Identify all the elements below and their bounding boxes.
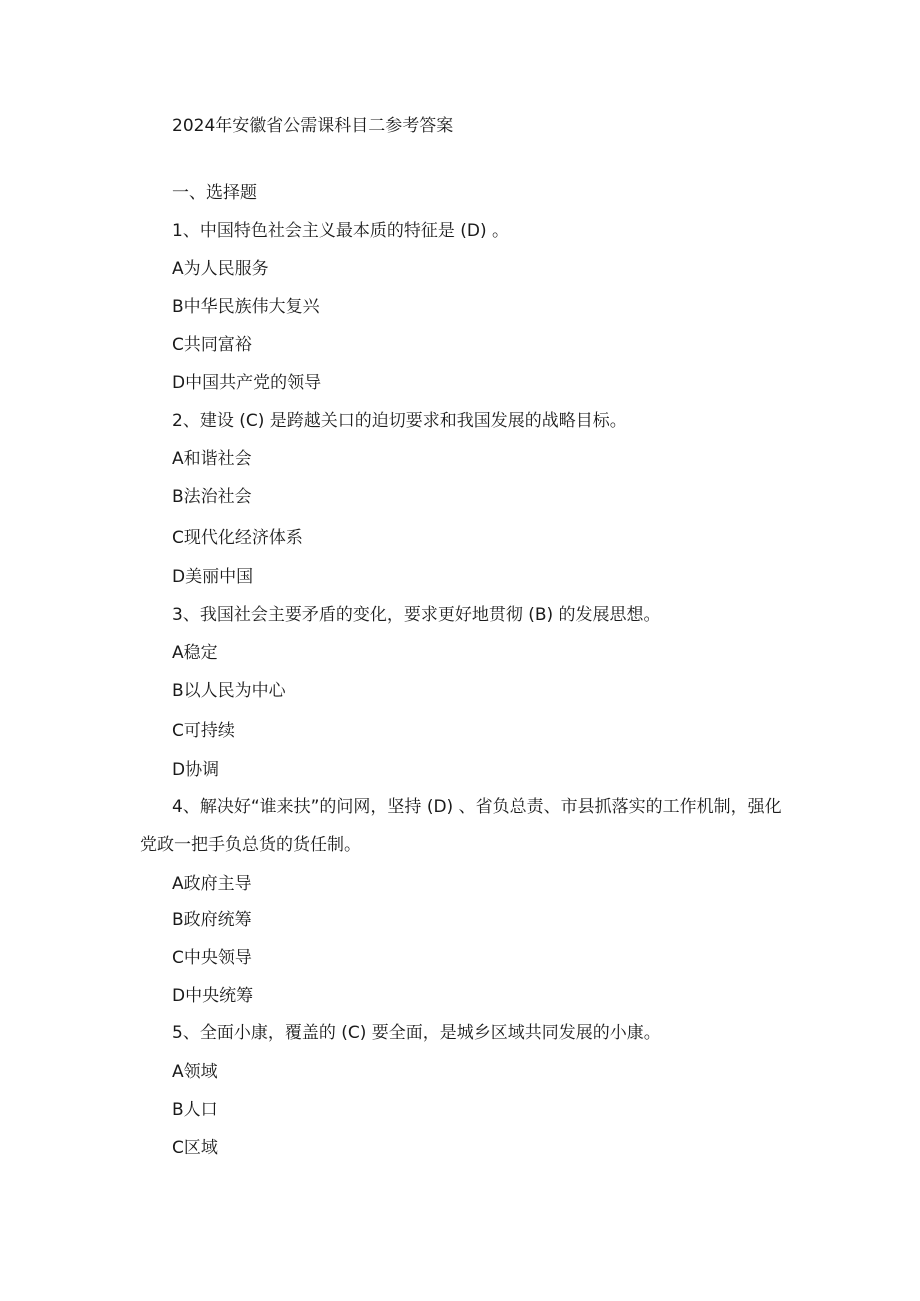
q5-option-a: A领域 (172, 1062, 218, 1082)
q5-option-c: C区域 (172, 1138, 218, 1158)
q2-option-b: B法治社会 (172, 487, 252, 507)
section-heading: 一、选择题 (172, 183, 257, 203)
question-3: 3、我国社会主要矛盾的变化，要求更好地贯彻 (B) 的发展思想。 (172, 605, 661, 625)
question-5: 5、全面小康，覆盖的 (C) 要全面，是城乡区域共同发展的小康。 (172, 1023, 661, 1043)
question-4: 4、解决好“谁来扶”的问网，坚持 (D) 、省负总责、市县抓落实的工作机制，强化党政一把手负总货的货任制。 (140, 797, 782, 855)
q5-option-b: B人口 (172, 1100, 218, 1120)
q3-option-b: B以人民为中心 (172, 681, 286, 701)
q1-option-c: C共同富裕 (172, 335, 252, 355)
q3-option-c: C可持续 (172, 721, 235, 741)
q2-option-d: D美丽中国 (172, 567, 254, 587)
q4-option-b: B政府统筹 (172, 910, 252, 930)
q3-option-d: D协调 (172, 760, 220, 780)
q3-option-a: A稳定 (172, 643, 218, 663)
q4-option-c: C中央领导 (172, 948, 252, 968)
q1-option-d: D中国共产党的领导 (172, 373, 322, 393)
q2-option-a: A和谐社会 (172, 449, 252, 469)
document-title: 2024年安徽省公需课科目二参考答案 (172, 116, 454, 136)
q1-option-b: B中华民族伟大复兴 (172, 297, 320, 317)
question-2: 2、建设 (C) 是跨越关口的迫切要求和我国发展的战略目标。 (172, 411, 627, 431)
q2-option-c: C现代化经济体系 (172, 528, 303, 548)
question-1: 1、中国特色社会主义最本质的特征是 (D) 。 (172, 221, 509, 241)
q4-option-d: D中央统筹 (172, 986, 254, 1006)
q1-option-a: A为人民服务 (172, 259, 269, 279)
q4-option-a: A政府主导 (172, 874, 252, 894)
